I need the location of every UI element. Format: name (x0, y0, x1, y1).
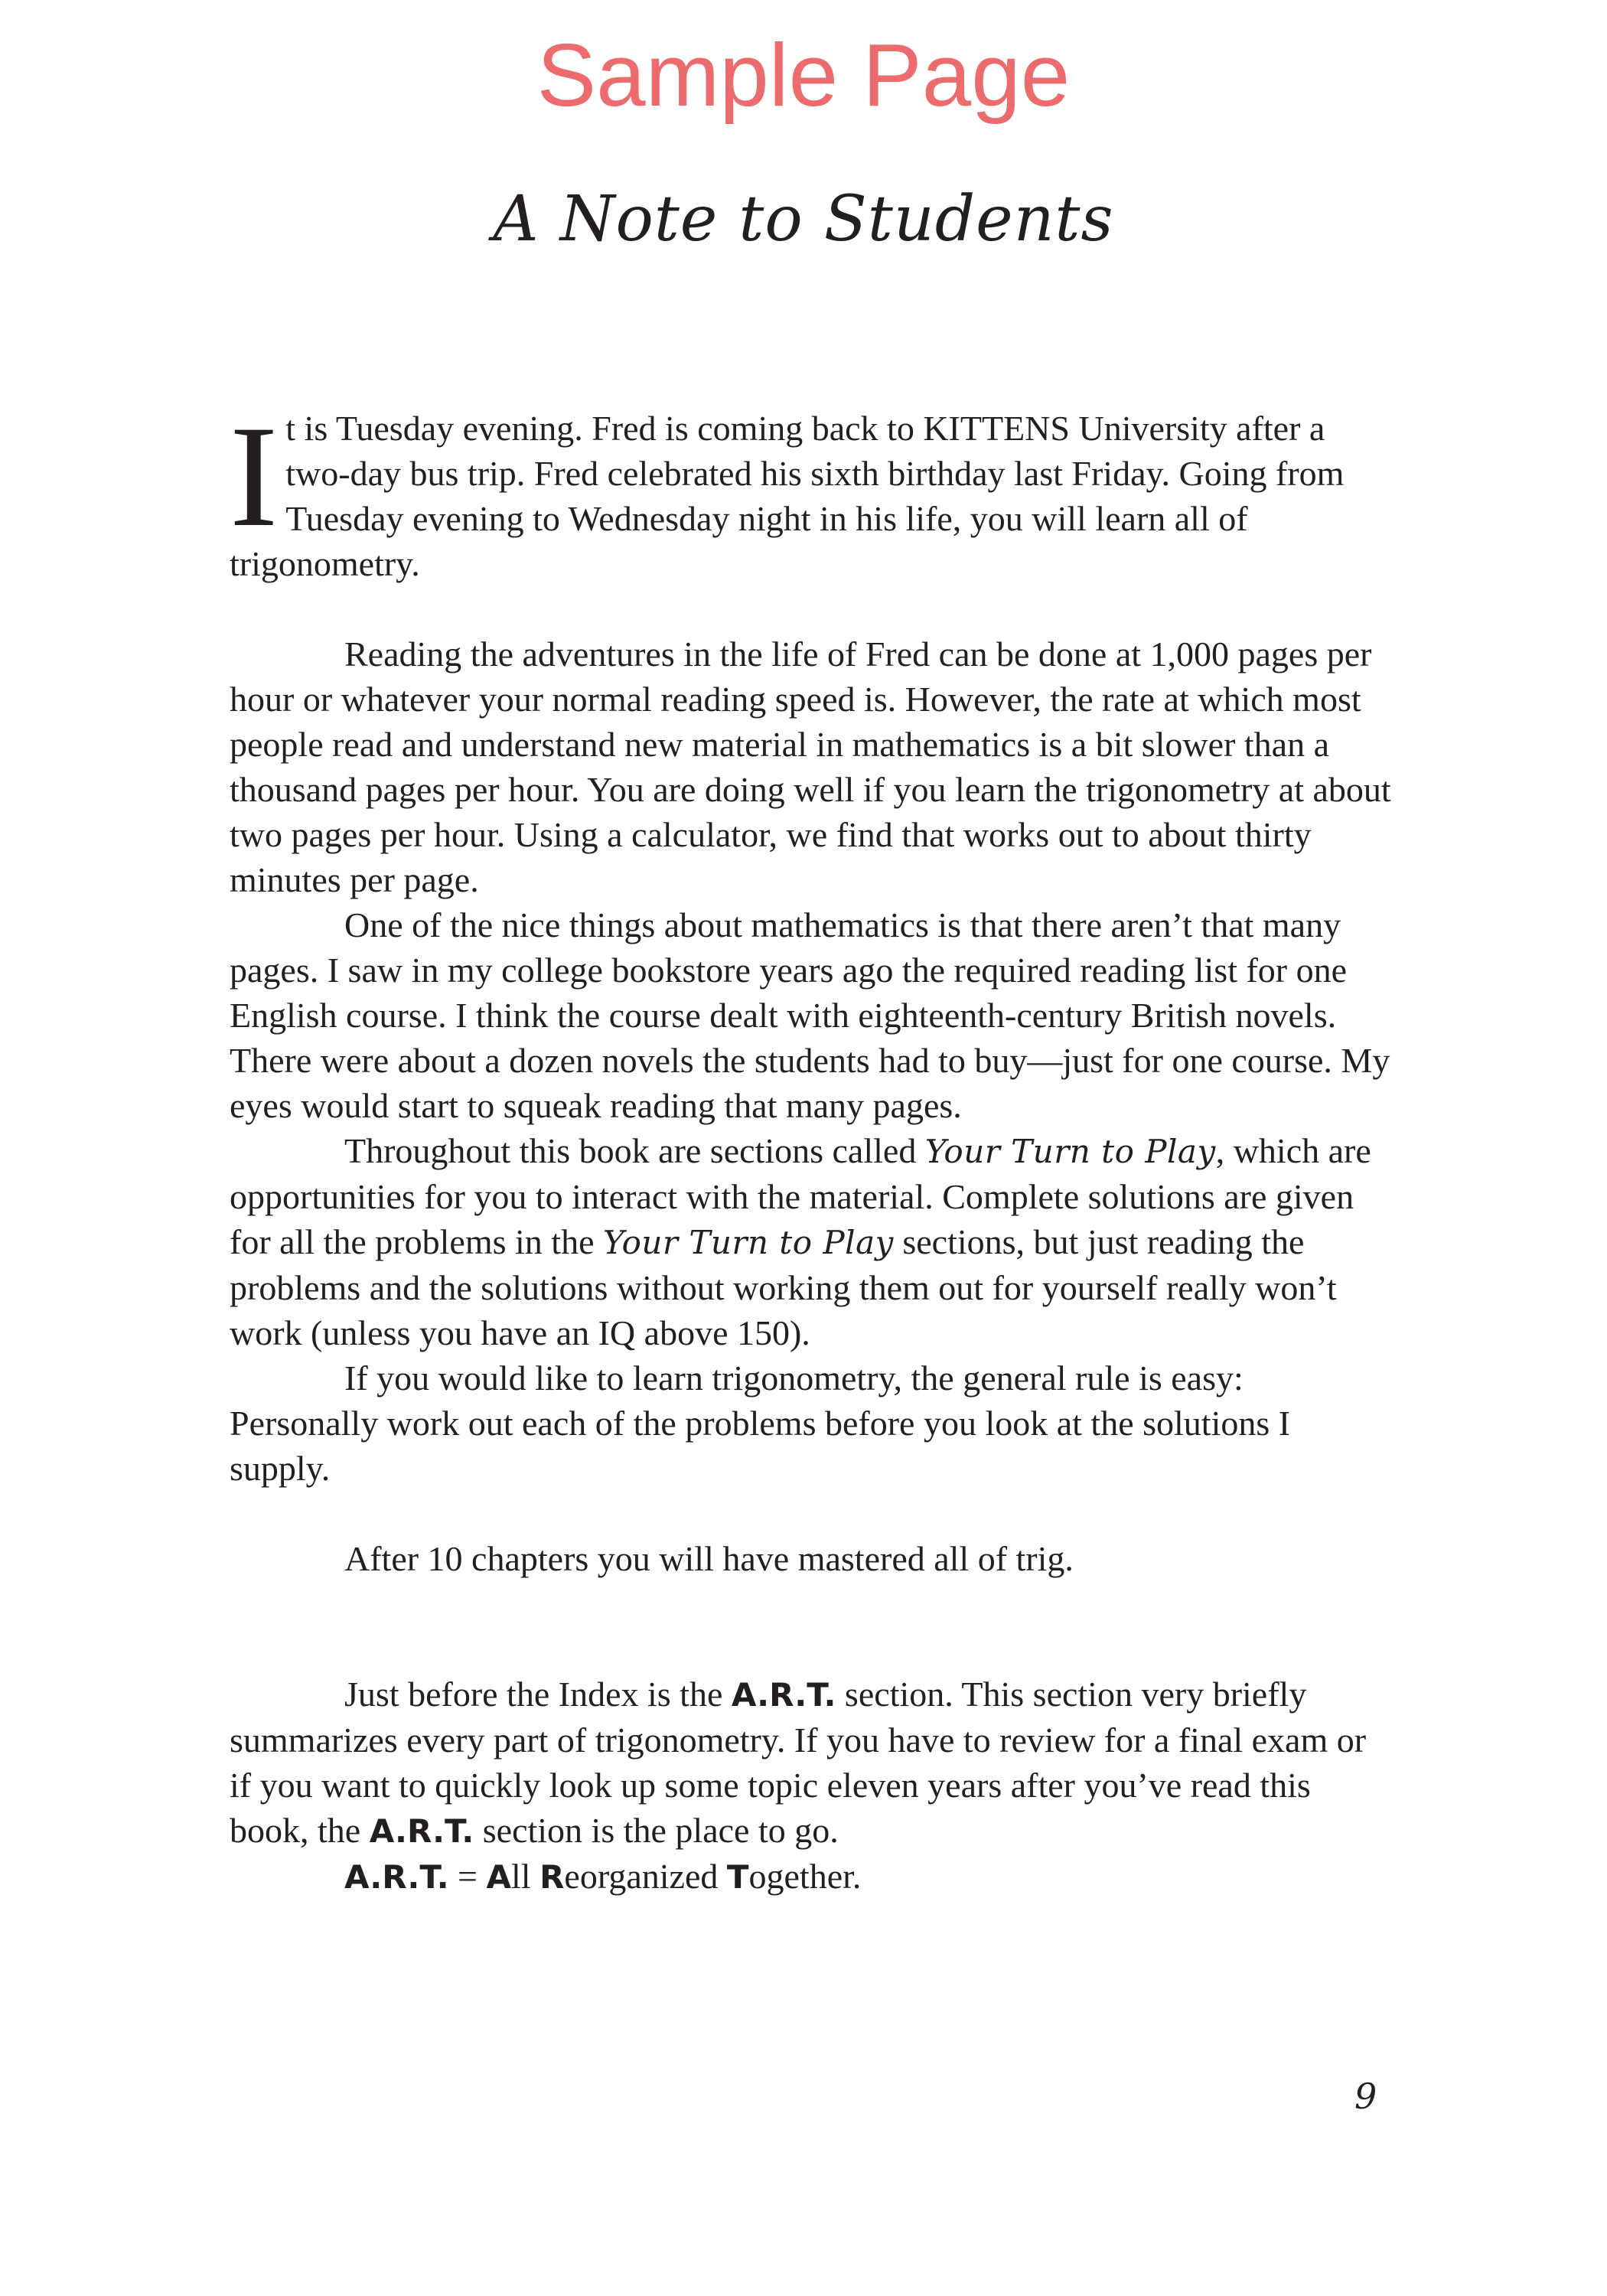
paragraph-chapters: After 10 chapters you will have mastered all of trig. (344, 1539, 1074, 1578)
paragraph-art-definition (230, 1854, 1393, 1900)
paragraph-intro (230, 396, 1393, 586)
acronym-letter-r: R (539, 1858, 565, 1896)
art-text-2: section. This section very briefly summarizes every part of trigonometry. If you have to review for a final exam or if you want to quickly look up some topic eleven years after you’ve read this book, the (230, 1675, 1367, 1850)
art-label: A.R.T. (369, 1812, 474, 1850)
page-title: A Note to Students (493, 183, 1114, 256)
word-reorganized-rest: eorganized (564, 1857, 727, 1896)
paragraph-general-rule: If you would like to learn trigonometry, the general rule is easy: Personally work out each of the problems before you look at the solutions I supply. (230, 1358, 1291, 1488)
art-text-1: Just before the Index is the (344, 1675, 732, 1714)
acronym-letter-t: T (726, 1858, 749, 1896)
equals-sign: = (448, 1857, 487, 1896)
word-together-rest: ogether. (748, 1857, 862, 1896)
paragraph-your-turn (230, 1128, 1393, 1355)
drop-cap: I (230, 396, 279, 557)
word-all-rest: ll (511, 1857, 540, 1896)
art-label: A.R.T. (731, 1676, 836, 1714)
art-label: A.R.T. (344, 1858, 449, 1896)
art-text-3: section is the place to go. (474, 1811, 839, 1850)
your-turn-text-3: sections, but just reading the problems and the solutions without working them out for yourself really won’t work (unless you have an IQ above 150). (230, 1222, 1337, 1352)
paragraph-art-section (230, 1671, 1393, 1854)
your-turn-to-play-label: Your Turn to Play (603, 1224, 894, 1261)
your-turn-text-1: Throughout this book are sections called (344, 1131, 925, 1170)
your-turn-text-2: , which are opportunities for you to interact with the material. Complete solutions are given for all the problems in the (230, 1131, 1371, 1261)
paragraph-spacer (230, 1491, 1393, 1536)
paragraph-pages: One of the nice things about mathematics is that there aren’t that many pages. I saw in my college bookstore years ago the required reading list for one English course. I think the course dealt with eighteenth-century British novels. There were about a dozen novels the students had to buy—just for one course. My eyes would start to squeak reading that many pages. (230, 905, 1390, 1125)
your-turn-to-play-label: Your Turn to Play (924, 1133, 1216, 1170)
page-number: 9 (1354, 2076, 1377, 2117)
acronym-letter-a: A (486, 1858, 512, 1896)
body-text (230, 396, 1393, 1900)
paragraph-spacer (230, 1581, 1393, 1671)
sample-page-watermark: Sample Page (536, 25, 1071, 125)
paragraph-reading-speed: Reading the adventures in the life of Fred can be done at 1,000 pages per hour or whatever your normal reading speed is. However, the rate at which most people read and understand new material in mathematics is a bit slower than a thousand pages per hour. You are doing well if you learn the trigonometry at about two pages per hour. Using a calculator, we find that works out to about thirty minutes per page. (230, 634, 1391, 899)
paragraph-intro-text: t is Tuesday evening. Fred is coming back to KITTENS University after a two-day bus trip. Fred celebrated his sixth birthday last Friday. Going from Tuesday evening to Wednesday night in his life, you will learn all of trigonometry. (230, 409, 1345, 583)
paragraph-spacer (230, 586, 1393, 631)
